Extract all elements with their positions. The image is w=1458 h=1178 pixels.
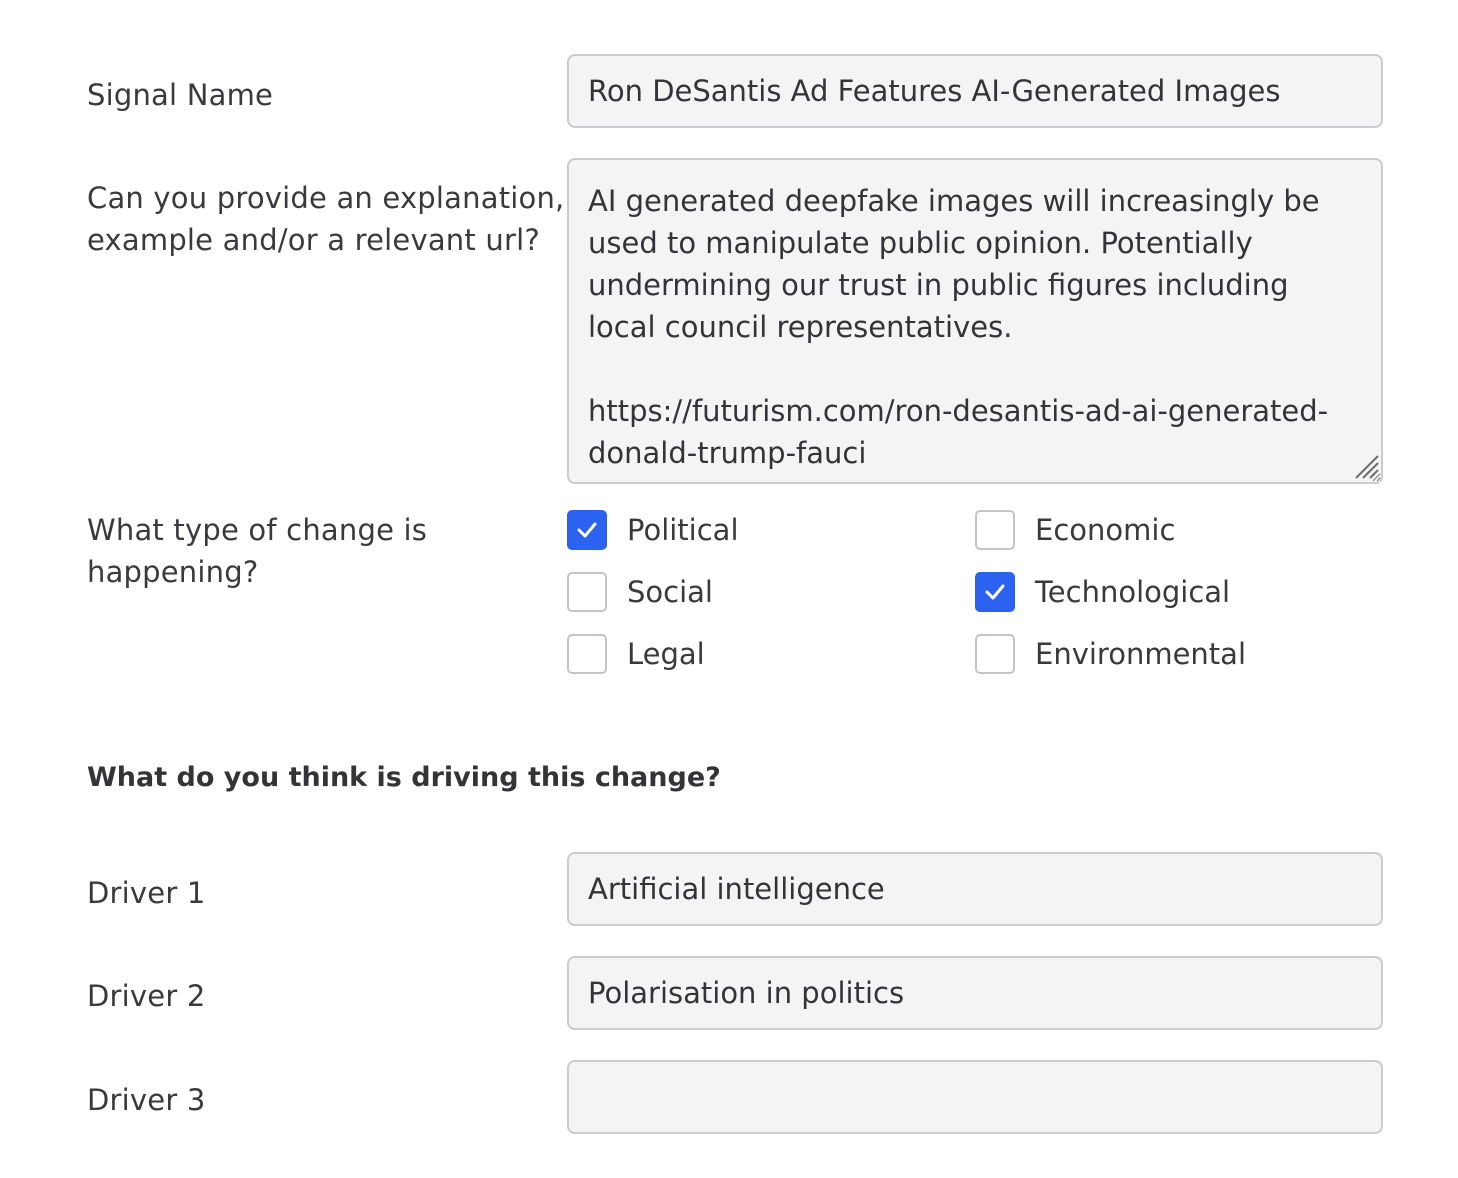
checkbox-label: Legal	[627, 637, 705, 671]
signal-name-input[interactable]	[567, 54, 1383, 128]
driver-3-label: Driver 3	[87, 1083, 206, 1117]
driver-1-label: Driver 1	[87, 876, 206, 910]
checkbox-label: Political	[627, 513, 739, 547]
checkbox-box[interactable]	[567, 634, 607, 674]
explanation-label	[87, 177, 564, 261]
checkbox-label: Social	[627, 575, 713, 609]
driver-2-label: Driver 2	[87, 979, 206, 1013]
checkmark-icon	[984, 583, 1006, 601]
checkbox-box[interactable]	[975, 510, 1015, 550]
explanation-label-line2: example and/or a relevant url?	[87, 223, 540, 257]
checkbox-box[interactable]	[975, 572, 1015, 612]
resize-handle-icon[interactable]	[1352, 452, 1380, 480]
explanation-label-line1: Can you provide an explanation,	[87, 181, 565, 215]
checkbox-box[interactable]	[975, 634, 1015, 674]
driver-1-input[interactable]	[567, 852, 1383, 926]
drivers-heading: What do you think is driving this change?	[87, 762, 721, 793]
checkmark-icon	[576, 521, 598, 539]
checkbox-economic[interactable]	[975, 509, 1175, 551]
change-type-label-line1: What type of change is	[87, 513, 428, 547]
checkbox-environmental[interactable]	[975, 633, 1246, 675]
checkbox-social[interactable]	[567, 571, 713, 613]
explanation-textarea[interactable]	[567, 158, 1383, 484]
checkbox-box[interactable]	[567, 510, 607, 550]
signal-name-label: Signal Name	[87, 78, 274, 112]
checkbox-label: Technological	[1035, 575, 1231, 609]
checkbox-political[interactable]	[567, 509, 739, 551]
checkbox-label: Economic	[1035, 513, 1176, 547]
change-type-label	[87, 509, 427, 593]
driver-2-input[interactable]	[567, 956, 1383, 1030]
checkbox-legal[interactable]	[567, 633, 705, 675]
checkbox-label: Environmental	[1035, 637, 1247, 671]
change-type-label-line2: happening?	[87, 555, 259, 589]
checkbox-technological[interactable]	[975, 571, 1230, 613]
checkbox-box[interactable]	[567, 572, 607, 612]
driver-3-input[interactable]	[567, 1060, 1383, 1134]
